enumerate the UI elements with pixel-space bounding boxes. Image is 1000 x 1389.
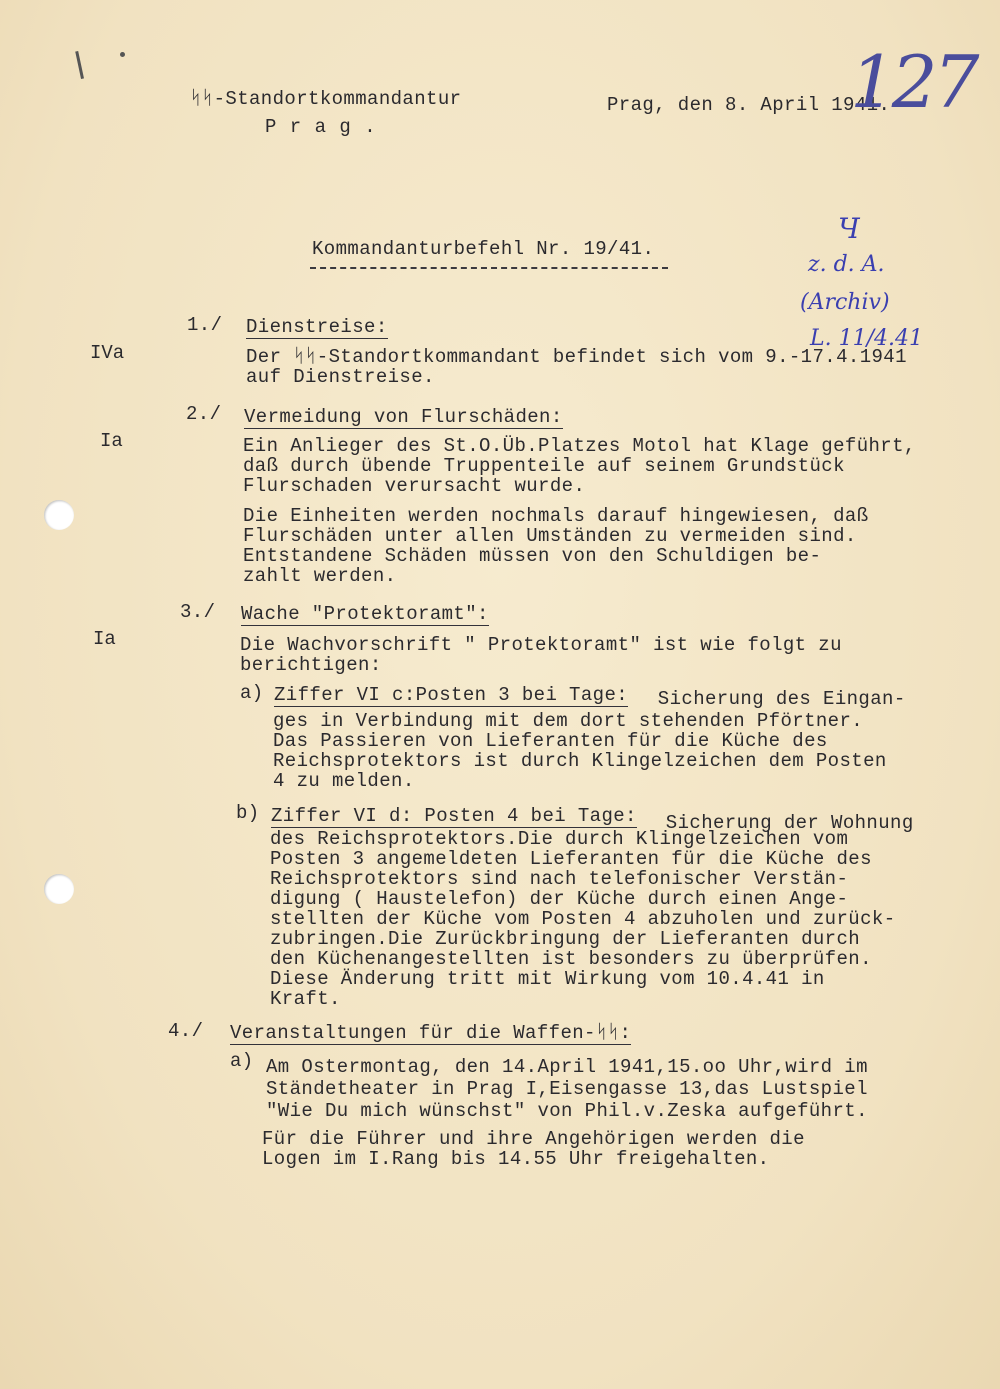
item-line: berichtigen: [240, 654, 382, 676]
item-heading: Veranstaltungen für die Waffen-ᛋᛋ: [230, 1022, 632, 1044]
subitem-line: Am Ostermontag, den 14.April 1941,15.oo Uhr,wird im [266, 1056, 868, 1078]
subitem-line: des Reichsprotektors.Die durch Klingelzeichen vom [270, 828, 849, 850]
item-number: 3./ [180, 601, 216, 623]
item-line: Entstandene Schäden müssen von den Schuldigen be- [243, 545, 822, 567]
margin-code: IVa [90, 342, 125, 364]
subitem-label: a) [230, 1050, 254, 1072]
subitem-line: Kraft. [270, 988, 341, 1010]
item-heading: Vermeidung von Flurschäden: [244, 406, 563, 428]
item-heading: Dienstreise: [246, 316, 388, 338]
annotation-line-2: (Archiv) [800, 290, 890, 315]
subitem-rest: Sicherung der Wohnung [654, 812, 914, 834]
subitem-line: stellten der Küche vom Posten 4 abzuholen und zurück- [270, 908, 896, 930]
header-org: ᛋᛋ-Standortkommandantur [190, 88, 462, 110]
subitem-line: Logen im I.Rang bis 14.55 Uhr freigehalten. [262, 1148, 770, 1170]
subitem-line: Für die Führer und ihre Angehörigen werden die [262, 1128, 805, 1150]
subitem-line: 4 zu melden. [273, 770, 415, 792]
subitem-label: b) [236, 802, 260, 824]
staple-mark-dot [120, 52, 125, 57]
margin-code: Ia [100, 430, 123, 452]
annotation-mark: Ч [838, 212, 860, 245]
item-line: daß durch übende Truppenteile auf seinem Grundstück [243, 455, 845, 477]
subitem-line: digung ( Haustelefon) der Küche durch einen Ange- [270, 888, 849, 910]
item-line: Die Wachvorschrift " Protektoramt" ist wie folgt zu [240, 634, 842, 656]
header-city: P r a g . [265, 116, 377, 138]
subitem-line: Diese Änderung tritt mit Wirkung vom 10.4.41 in [270, 968, 825, 990]
subitem-label: a) [240, 682, 264, 704]
subitem-heading: Ziffer VI c:Posten 3 bei Tage: [274, 684, 629, 706]
header-date: Prag, den 8. April 1941. [607, 94, 891, 116]
annotation-line-3: L. 11/4.41 [810, 326, 923, 351]
item-line: auf Dienstreise. [246, 366, 435, 388]
subitem-rest: Sicherung des Eingan- [646, 688, 906, 710]
subitem-line: ges in Verbindung mit dem dort stehenden Pförtner. [273, 710, 864, 732]
item-line: Flurschäden unter allen Umständen zu vermeiden sind. [243, 525, 857, 547]
margin-code: Ia [93, 628, 116, 650]
subitem-line: Das Passieren von Lieferanten für die Küche des [273, 730, 828, 752]
item-line: Die Einheiten werden nochmals darauf hingewiesen, daß [243, 505, 869, 527]
subitem-line: Reichsprotektors sind nach telefonischer Verstän- [270, 868, 849, 890]
title-underline [310, 267, 668, 269]
item-heading: Wache "Protektoramt": [241, 603, 489, 625]
subitem-line: "Wie Du mich wünschst" von Phil.v.Zeska aufgeführt. [266, 1100, 868, 1122]
subitem-line: den Küchenangestellten ist besonders zu überprüfen. [270, 948, 872, 970]
item-line: Ein Anlieger des St.O.Üb.Platzes Motol hat Klage geführt, [243, 435, 916, 457]
annotation-line-1: z. d. A. [808, 252, 885, 277]
item-line: Der ᛋᛋ-Standortkommandant befindet sich vom 9.-17.4.1941 [246, 346, 907, 368]
item-number: 2./ [186, 403, 222, 425]
item-number: 4./ [168, 1020, 204, 1042]
subitem-line: Reichsprotektors ist durch Klingelzeichen dem Posten [273, 750, 887, 772]
staple-mark [75, 49, 94, 79]
item-line: Flurschaden verursacht wurde. [243, 475, 586, 497]
subitem-line: Ständetheater in Prag I,Eisengasse 13,das Lustspiel [266, 1078, 868, 1100]
subitem-heading: Ziffer VI d: Posten 4 bei Tage: [271, 805, 637, 827]
document-title: Kommandanturbefehl Nr. 19/41. [312, 238, 655, 260]
subitem-line: Posten 3 angemeldeten Lieferanten für die Küche des [270, 848, 872, 870]
punch-hole-top [44, 500, 74, 530]
punch-hole-bottom [44, 874, 74, 904]
item-number: 1./ [187, 314, 223, 336]
item-line: zahlt werden. [243, 565, 397, 587]
subitem-line: zubringen.Die Zurückbringung der Lieferanten durch [270, 928, 861, 950]
folio-number: 127 [850, 40, 976, 124]
